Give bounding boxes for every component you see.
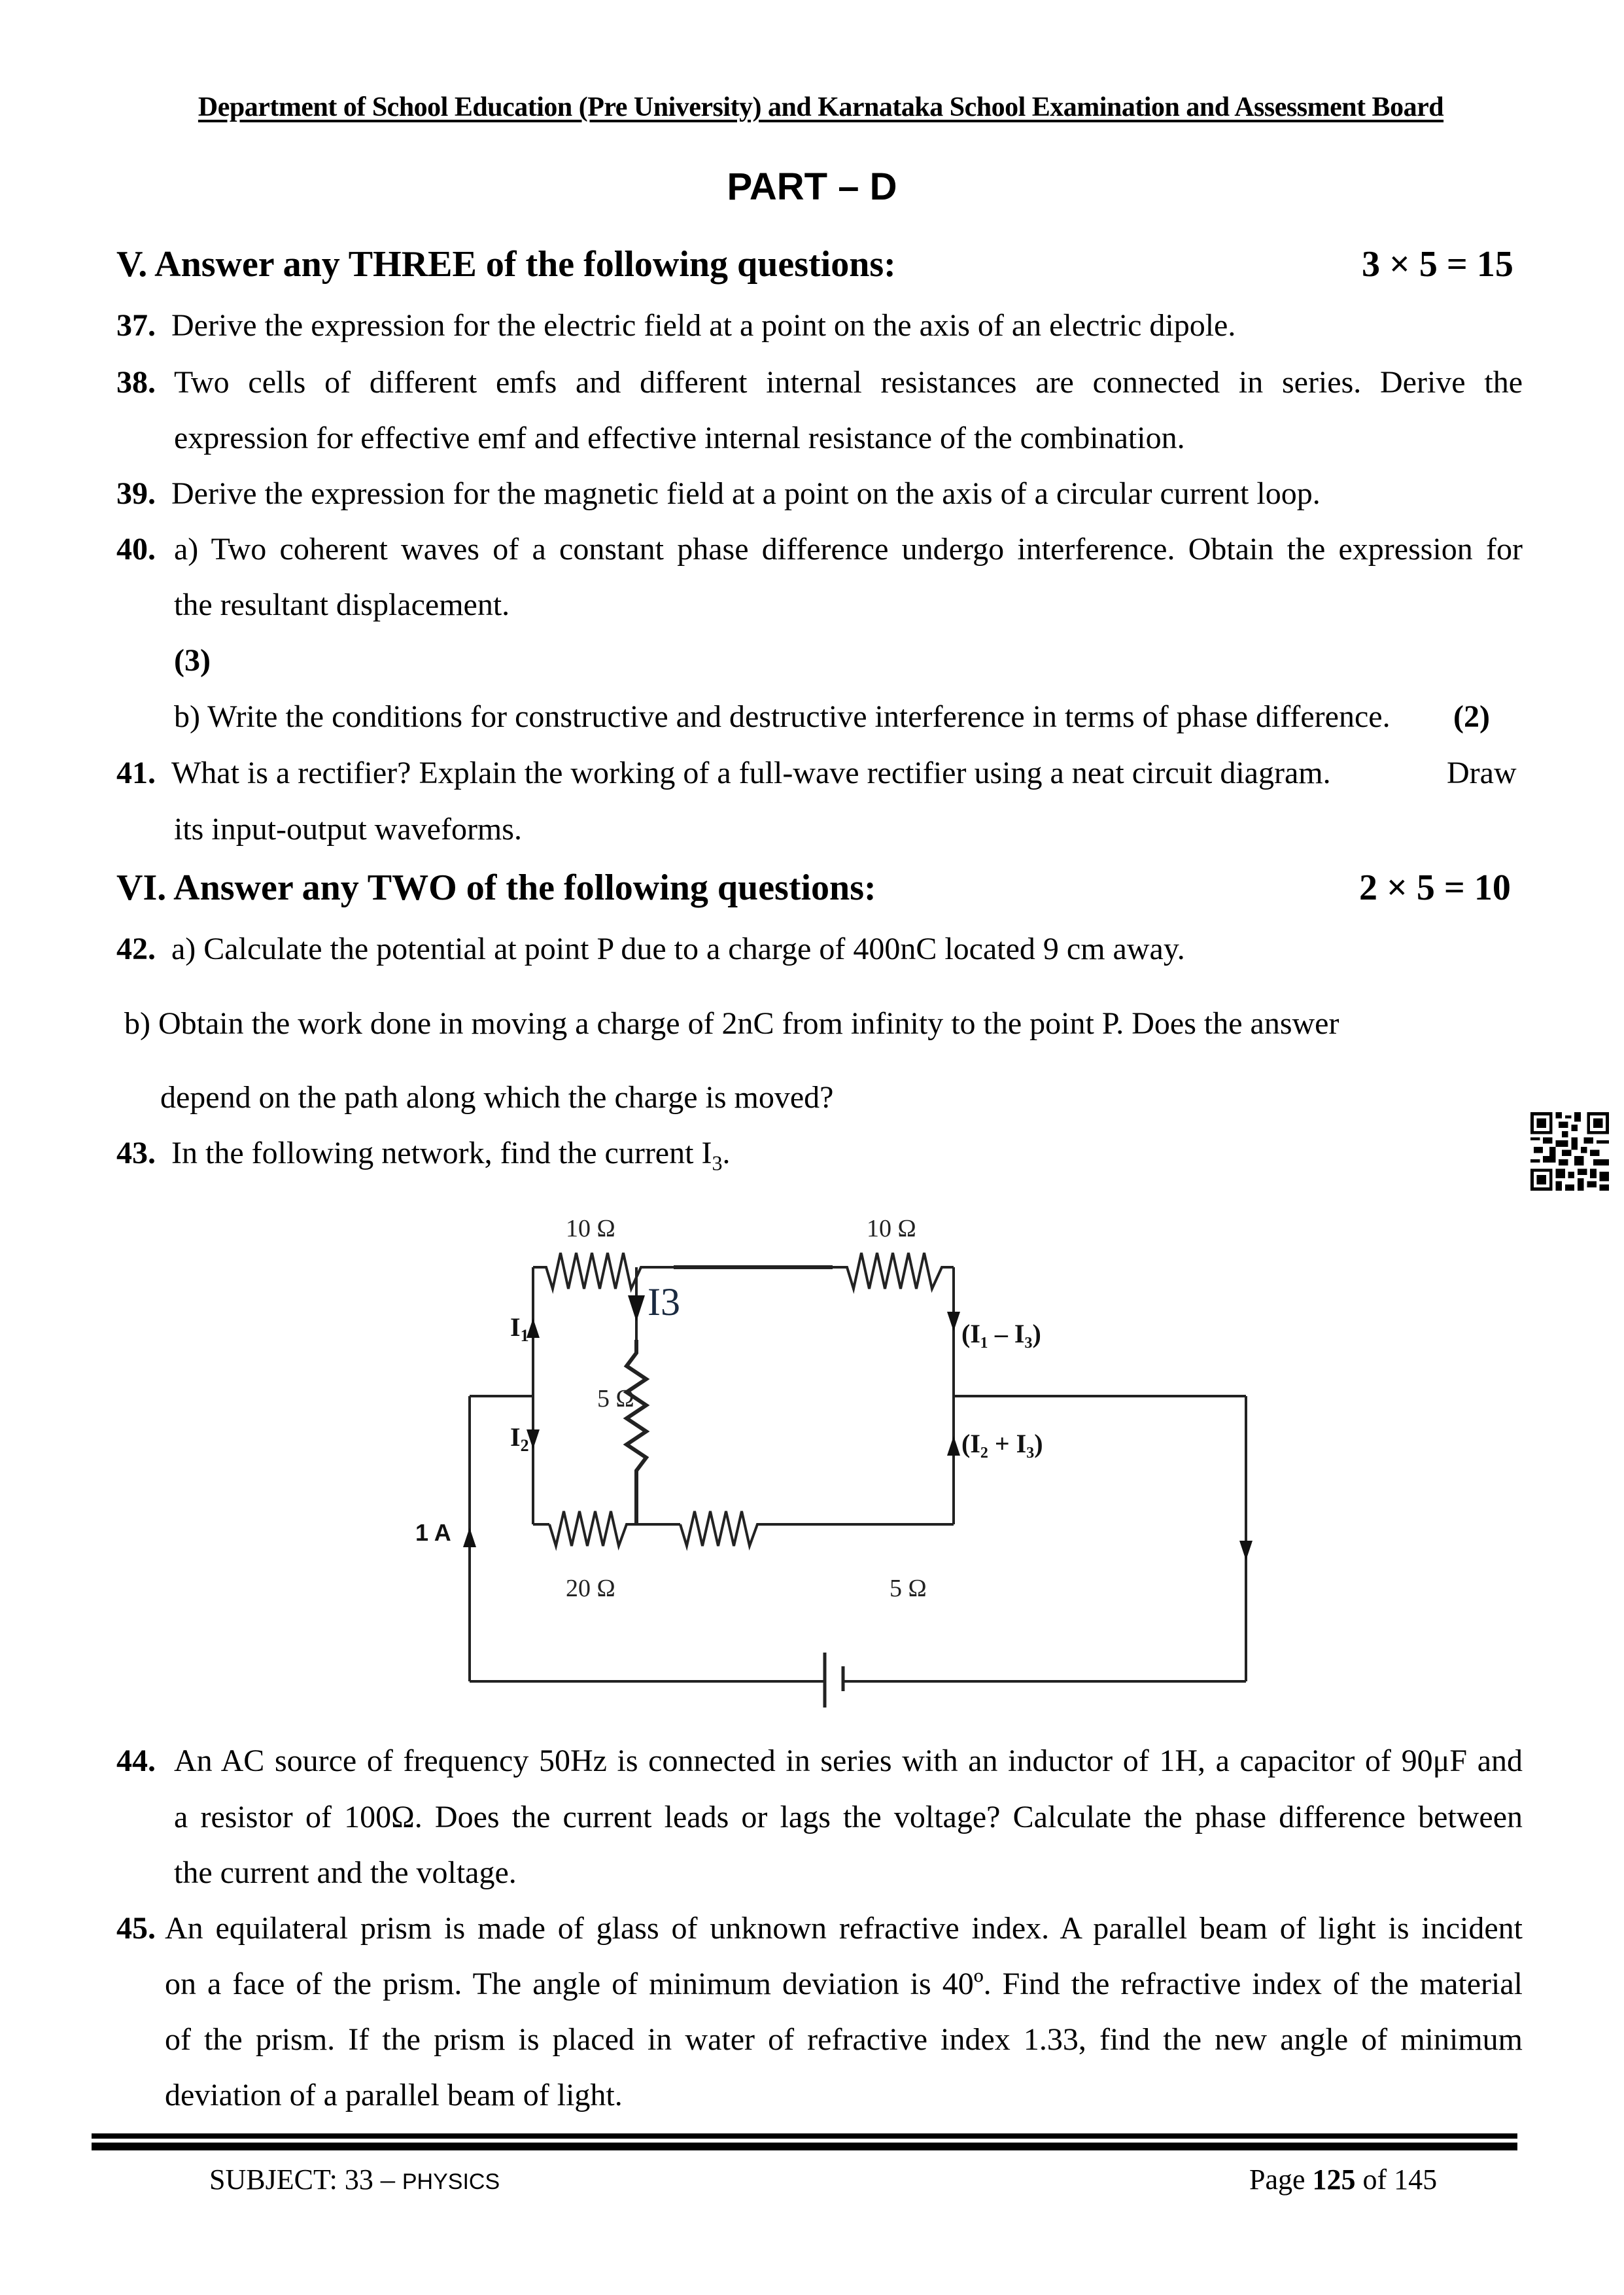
question-44 [116, 1743, 1523, 1779]
question-text-line-1: An equilateral prism is made of glass of unknown refractive index. A parallel beam of light is incident [165, 1911, 1523, 1946]
section-v-marks: 3 × 5 = 15 [1362, 244, 1513, 285]
footer-rule-thin [92, 2133, 1517, 2139]
question-40-part-b: b) Write the conditions for constructive and destructive interference in terms of phase difference. [174, 699, 1391, 734]
question-number: 44. [116, 1743, 156, 1778]
question-number: 38. [116, 365, 156, 400]
label-i2-plus-i3: (I₂ + I₃) [961, 1429, 1043, 1458]
question-number: 45. [116, 1911, 156, 1946]
question-45-line-2: on a face of the prism. The angle of minimum deviation is 40º. Find the refractive index of the material [165, 1967, 1523, 2001]
question-text-subscript: 3 [712, 1151, 723, 1175]
question-41-trailing: Draw [1447, 756, 1517, 790]
question-text-line-1: An AC source of frequency 50Hz is connected in series with an inductor of 1H, a capacitor of 90μF and [174, 1743, 1523, 1778]
question-42-part-a: a) Calculate the potential at point P due to a charge of 400nC located 9 cm away. [171, 932, 1185, 966]
footer-subject [209, 2163, 500, 2196]
question-44-line-2: a resistor of 100Ω. Does the current leads or lags the voltage? Calculate the phase difference between [174, 1800, 1523, 1834]
question-42-part-b-cont: depend on the path along which the charge is moved? [160, 1080, 834, 1115]
resistor-top-right [833, 1253, 954, 1289]
arrow-i3-icon [628, 1295, 645, 1322]
question-42-part-b: b) Obtain the work done in moving a charge of 2nC from infinity to the point P. Does the answer [124, 1006, 1339, 1041]
question-text-line-1: a) Two coherent waves of a constant phase difference undergo interference. Obtain the expression for [174, 532, 1523, 567]
question-number: 37. [116, 308, 156, 343]
section-vi-heading: VI. Answer any TWO of the following questions: [116, 867, 876, 908]
part-title: PART – D [727, 166, 897, 208]
footer-page-prefix: Page [1249, 2164, 1313, 2196]
question-text-end: . [722, 1136, 731, 1170]
question-number: 39. [116, 476, 156, 511]
question-text: In the following network, find the current I [171, 1136, 712, 1170]
question-40-marks-a: (3) [174, 643, 211, 678]
question-38-line-2: expression for effective emf and effective internal resistance of the combination. [174, 421, 1185, 455]
section-vi-marks: 2 × 5 = 10 [1359, 867, 1511, 908]
question-45-line-3: of the prism. If the prism is placed in water of refractive index 1.33, find the new angle of minimum [165, 2022, 1523, 2057]
question-39 [116, 476, 1321, 512]
question-43 [116, 1135, 730, 1176]
label-r-middle: 5 Ω [597, 1385, 634, 1412]
question-45 [116, 1910, 1523, 1946]
arrow-i1-minus-i3-icon [947, 1312, 960, 1331]
question-42 [116, 931, 1185, 967]
label-r-bottom-right: 5 Ω [890, 1575, 927, 1602]
label-i1-minus-i3: (I₁ – I₃) [961, 1319, 1041, 1348]
label-r-top-left: 10 Ω [566, 1215, 615, 1242]
resistor-bottom-left [549, 1511, 636, 1546]
circuit-diagram [415, 1191, 1308, 1714]
footer-subject-name: PHYSICS [402, 2169, 500, 2194]
question-40 [116, 531, 1523, 567]
question-number: 41. [116, 756, 156, 790]
question-38 [116, 364, 1523, 400]
arrow-source-current-icon [463, 1528, 476, 1547]
label-source-current: 1 A [415, 1519, 451, 1546]
section-v-heading: V. Answer any THREE of the following questions: [116, 244, 896, 285]
arrow-outer-right-icon [1239, 1541, 1253, 1560]
question-text-line-1: Two cells of different emfs and different internal resistances are connected in series. Derive the [174, 365, 1523, 400]
footer-page-current: 125 [1312, 2164, 1356, 2196]
question-41 [116, 755, 1331, 791]
question-number: 42. [116, 932, 156, 966]
question-text: Derive the expression for the magnetic field at a point on the axis of a circular current loop. [171, 476, 1321, 511]
question-37 [116, 307, 1235, 343]
board-header: Department of School Education (Pre University) and Karnataka School Examination and Assessment Board [198, 92, 1444, 122]
question-41-line-2: its input-output waveforms. [174, 812, 522, 847]
question-40-marks-b: (2) [1453, 699, 1490, 734]
footer-page-suffix: of 145 [1355, 2164, 1438, 2196]
question-40-line-2: the resultant displacement. [174, 587, 510, 622]
question-45-line-4: deviation of a parallel beam of light. [165, 2078, 623, 2112]
label-i2: $I_2$ [510, 1422, 529, 1455]
question-number: 43. [116, 1136, 156, 1170]
question-text-line-1: What is a rectifier? Explain the working of a full-wave rectifier using a neat circuit diagram. [171, 756, 1331, 790]
label-r-bottom-left: 20 Ω [566, 1575, 615, 1602]
footer-page-number [1249, 2163, 1437, 2196]
resistor-bottom-right [680, 1511, 765, 1546]
arrow-i2-plus-i3-icon [947, 1436, 960, 1456]
footer-subject-prefix: SUBJECT: 33 – [209, 2164, 402, 2196]
footer-rule-thick [92, 2143, 1517, 2150]
label-i1: $I_1$ [510, 1312, 529, 1345]
qr-code-icon [1530, 1112, 1609, 1191]
question-text: Derive the expression for the electric field at a point on the axis of an electric dipole. [171, 308, 1236, 343]
label-i3: I3 [648, 1280, 680, 1323]
label-r-top-right: 10 Ω [867, 1215, 916, 1242]
question-44-line-3: the current and the voltage. [174, 1855, 517, 1890]
resistor-middle [627, 1340, 646, 1524]
question-number: 40. [116, 532, 156, 567]
